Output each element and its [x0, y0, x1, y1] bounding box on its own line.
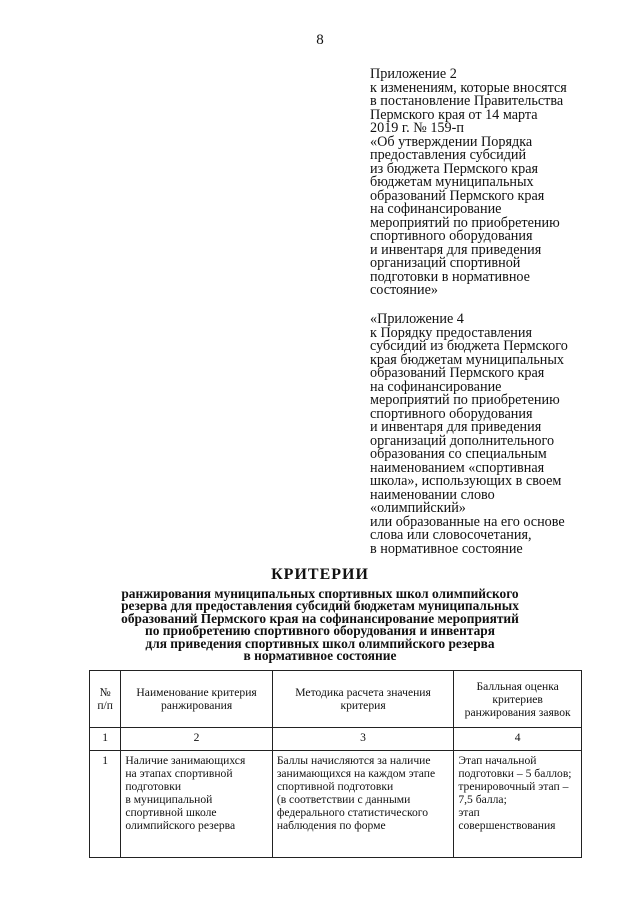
criteria-table	[89, 670, 582, 858]
appendix-4-line: спортивного оборудования	[370, 405, 533, 422]
cell-text: совершенствования	[458, 819, 556, 832]
header-text: Методика расчета значения	[295, 686, 431, 699]
cell-text: тренировочный этап –	[458, 780, 569, 793]
appendix-4-line: наименовании слово	[370, 486, 495, 503]
cell-text: (в соответствии с данными	[276, 793, 411, 806]
method-cell	[272, 751, 453, 858]
appendix-2-line: состояние»	[370, 282, 438, 298]
appendix-4-line: слова или словосочетания,	[370, 527, 532, 543]
appendix-4-line: в нормативное состояние	[370, 540, 523, 557]
criteria-subtitle-line: ранжирования муниципальных спортивных школ олимпийского	[121, 586, 519, 601]
header-score	[454, 671, 582, 728]
criteria-subtitle-line: по приобретению спортивного оборудования и инвентаря	[145, 623, 495, 639]
table-row	[90, 751, 582, 858]
appendix-4-line: субсидий из бюджета Пермского	[370, 338, 568, 354]
header-text: критериев	[492, 692, 543, 706]
appendix-4-line: края бюджетам муниципальных	[370, 351, 565, 368]
appendix-2-line: Приложение 2	[370, 66, 457, 82]
criteria-title: КРИТЕРИИ	[271, 566, 369, 583]
appendix-2-line: бюджетам муниципальных	[370, 174, 534, 190]
header-text: п/п	[97, 699, 113, 712]
appendix-2-line: из бюджета Пермского края	[370, 160, 539, 177]
appendix-4-line: к Порядку предоставления	[370, 324, 532, 341]
cell-text: в муниципальной	[125, 793, 213, 806]
table-header-row	[90, 671, 582, 728]
cell-text: на этапах спортивной	[125, 767, 233, 780]
criteria-subtitle	[80, 588, 560, 662]
criteria-subtitle-line: резерва для предоставления субсидий бюджетам муниципальных	[121, 598, 519, 614]
appendix-2-line: образований Пермского края	[370, 187, 545, 204]
header-criterion-name	[121, 671, 273, 728]
cell-text: олимпийского резерва	[125, 819, 236, 832]
appendix-4-line: образования со специальным	[370, 446, 547, 462]
appendix-4-line: образований Пермского края	[370, 365, 545, 381]
cell-text: спортивной школе	[125, 806, 217, 819]
row-number: 1	[90, 751, 121, 858]
header-text: Балльная оценка	[476, 679, 559, 693]
appendix-2-header	[370, 68, 620, 298]
cell-text: наблюдения по форме	[276, 819, 386, 832]
cell-text: Этап начальной	[458, 754, 537, 767]
column-number: 1	[90, 728, 121, 751]
appendix-4-line: и инвентаря для приведения	[370, 419, 542, 435]
criterion-name-cell	[121, 751, 273, 858]
cell-text: федерального статистического	[276, 806, 429, 819]
column-number: 3	[272, 728, 453, 751]
score-cell	[454, 751, 582, 858]
appendix-2-line: 2019 г. № 159-п	[370, 120, 464, 136]
appendix-4-line: «Приложение 4	[370, 311, 464, 327]
appendix-4-line: наименованием «спортивная	[370, 459, 545, 476]
criteria-subtitle-line: в нормативное состояние	[243, 648, 397, 664]
appendix-2-line: спортивного оборудования	[370, 228, 533, 244]
cell-text: спортивной подготовки	[276, 780, 394, 793]
cell-text: подготовки	[125, 780, 182, 793]
cell-text: Баллы начисляются за наличие	[276, 754, 431, 767]
criteria-subtitle-line: для приведения спортивных школ олимпийского резерва	[145, 635, 495, 651]
header-text: ранжирования заявок	[464, 705, 571, 719]
cell-text: 7,5 балла;	[458, 793, 507, 806]
appendix-2-line: подготовки в нормативное	[370, 268, 530, 285]
appendix-4-line: или образованные на его основе	[370, 513, 565, 530]
page-number: 8	[316, 32, 324, 48]
appendix-2-line: и инвентаря для приведения	[370, 241, 542, 258]
header-text: №	[99, 686, 111, 699]
column-number-row	[90, 728, 582, 751]
appendix-2-line: Пермского края от 14 марта	[370, 106, 538, 123]
appendix-2-line: «Об утверждении Порядка	[370, 133, 533, 150]
appendix-2-line: на софинансирование	[370, 201, 502, 217]
cell-text: Наличие занимающихся	[125, 754, 246, 767]
header-method	[272, 671, 453, 728]
appendix-2-line: организаций спортивной	[370, 255, 521, 271]
appendix-4-header	[370, 313, 620, 556]
column-number: 4	[454, 728, 582, 751]
appendix-2-line: предоставления субсидий	[370, 147, 527, 163]
header-number	[90, 671, 121, 728]
appendix-4-line: организаций дополнительного	[370, 432, 555, 449]
appendix-2-line: мероприятий по приобретению	[370, 214, 560, 231]
cell-text: занимающихся на каждом этапе	[276, 767, 436, 780]
appendix-2-line: к изменениям, которые вносятся	[370, 79, 567, 96]
criteria-subtitle-line: образований Пермского края на софинансирование мероприятий	[121, 610, 519, 626]
appendix-4-line: «олимпийский»	[370, 500, 466, 516]
cell-text: подготовки – 5 баллов;	[458, 767, 572, 780]
appendix-4-line: школа», использующих в своем	[370, 473, 562, 489]
column-number: 2	[121, 728, 273, 751]
header-text: Наименование критерия	[136, 686, 257, 699]
header-text: критерия	[340, 699, 386, 712]
appendix-4-line: на софинансирование	[370, 378, 502, 395]
header-text: ранжирования	[160, 699, 233, 712]
cell-text: этап	[458, 806, 480, 819]
appendix-2-line: в постановление Правительства	[370, 93, 564, 109]
appendix-4-line: мероприятий по приобретению	[370, 392, 560, 408]
